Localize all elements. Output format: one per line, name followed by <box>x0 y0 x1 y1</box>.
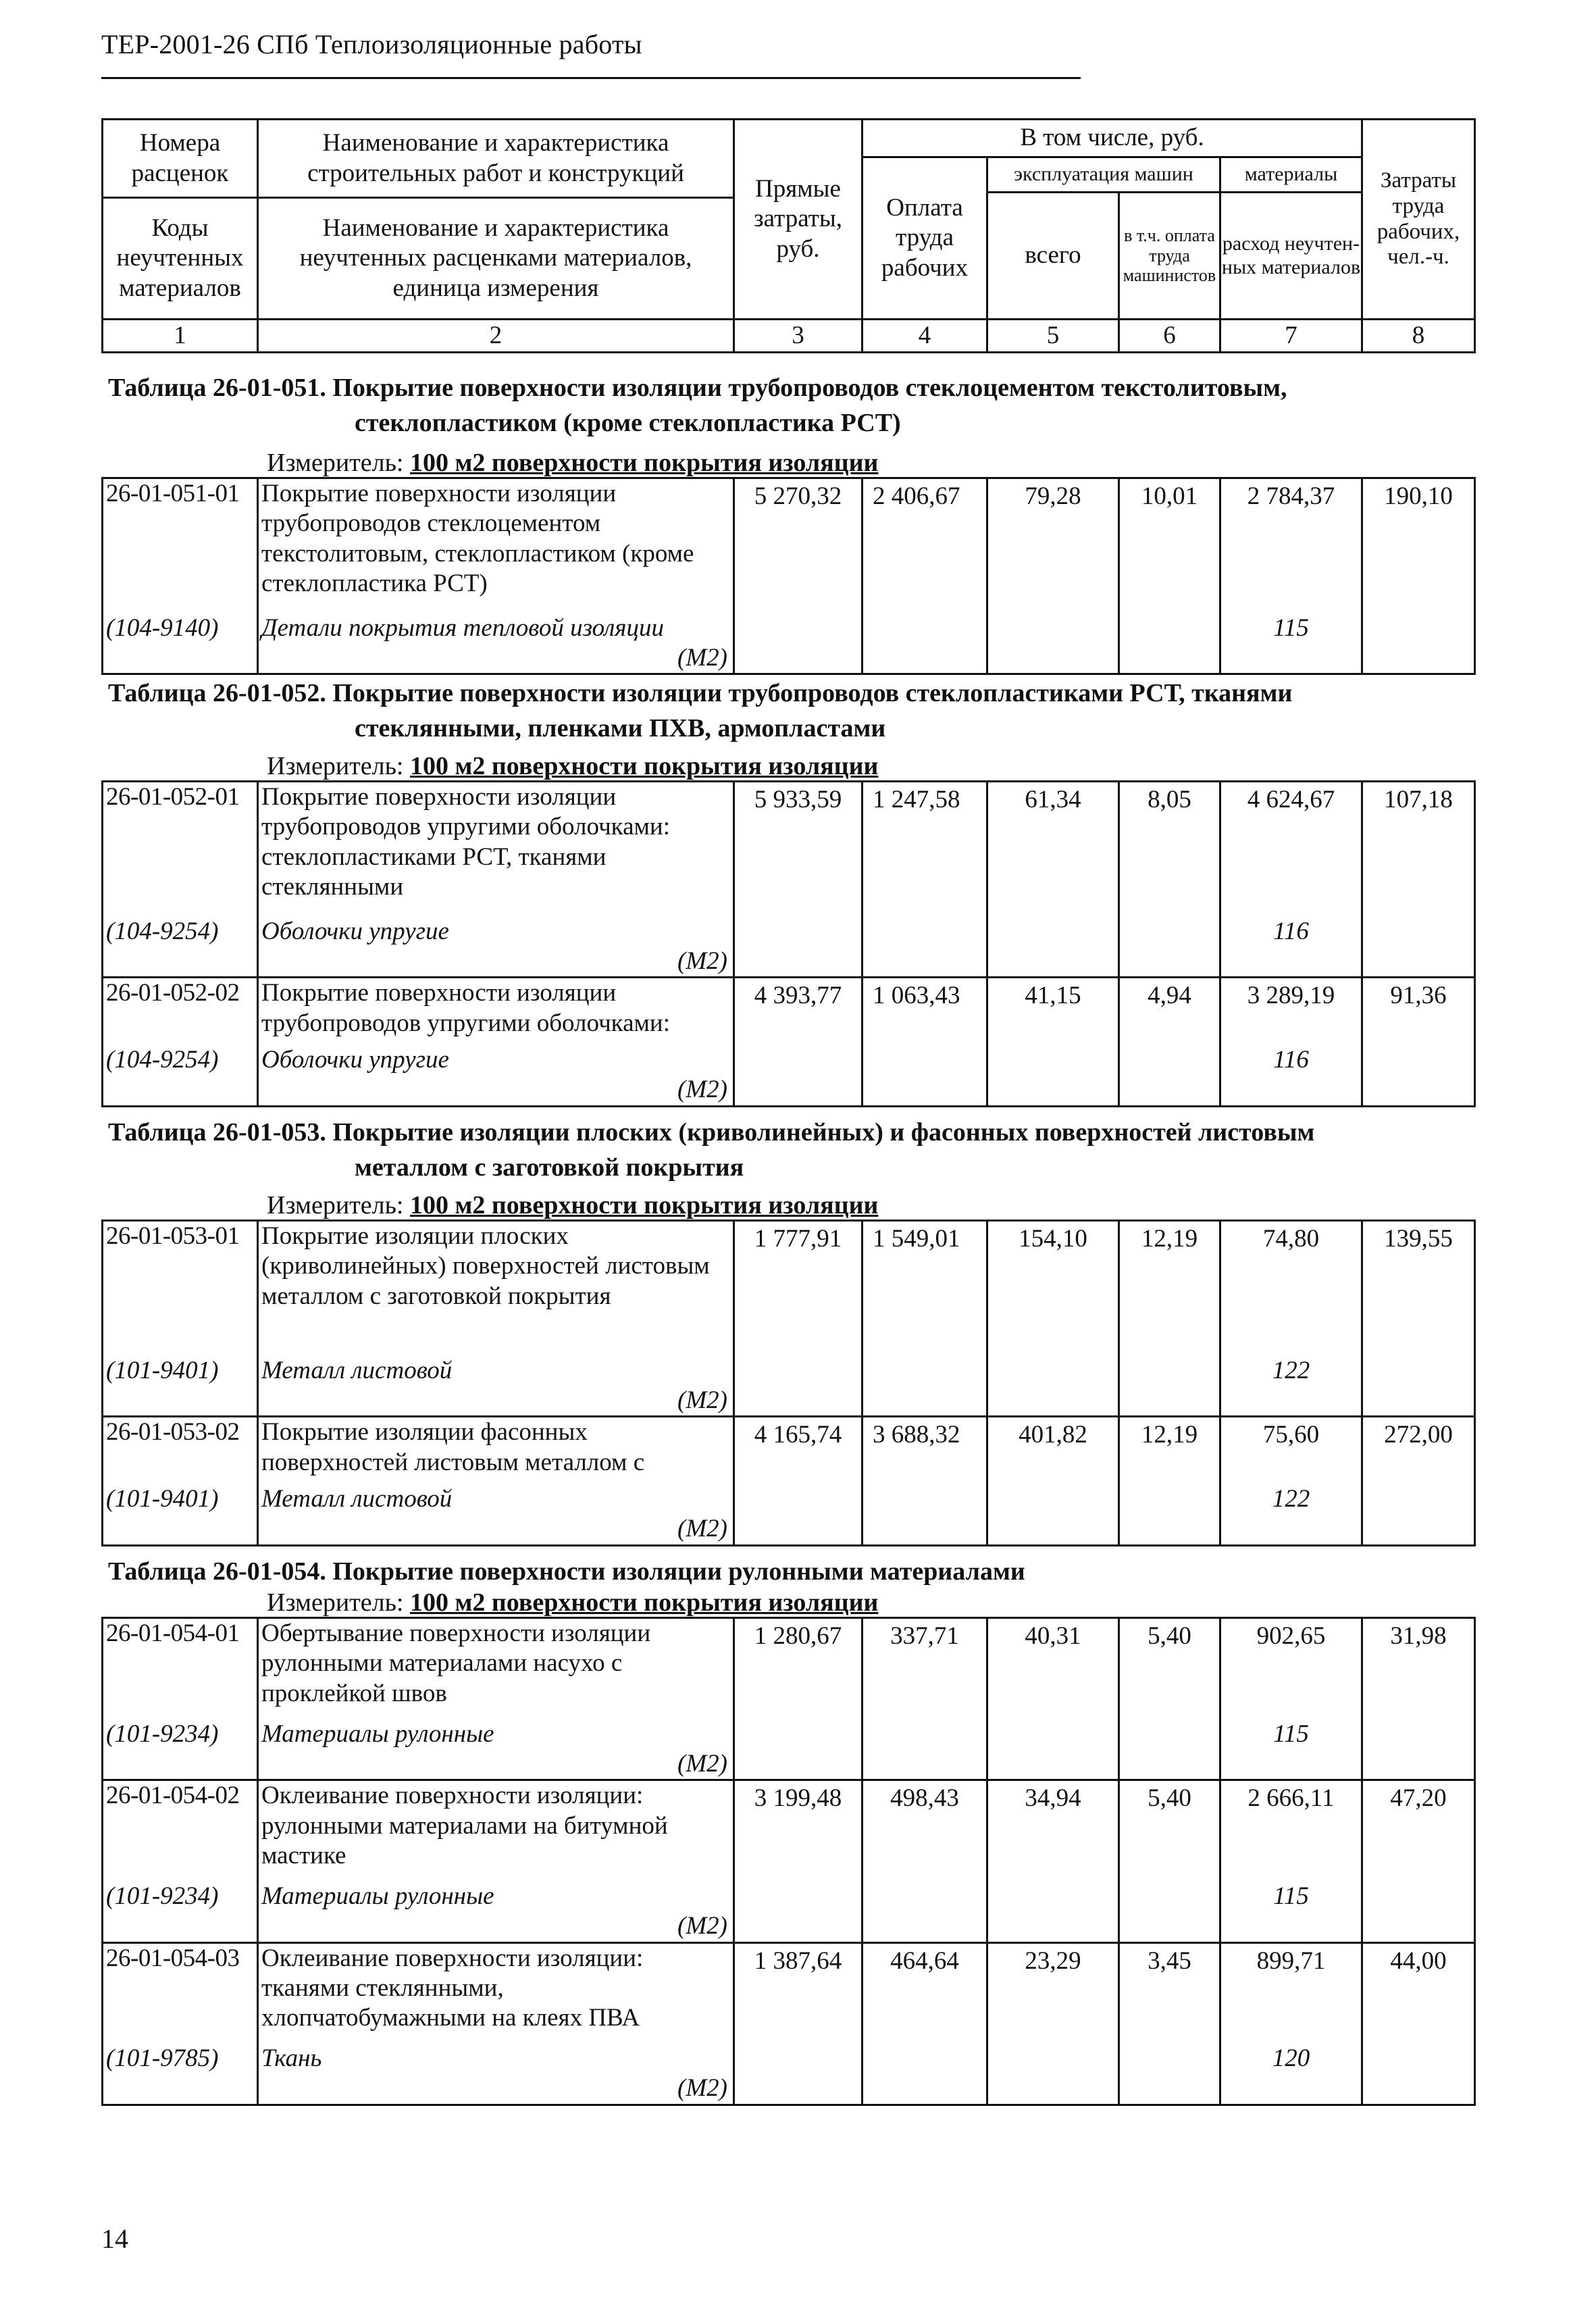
material-quantity: 116 <box>1220 1045 1362 1075</box>
rate-description: Оклеивание поверхности изоляции: рулонными материалами на битумной мастике <box>258 1780 734 1882</box>
col-number: 6 <box>1119 320 1220 353</box>
header-rule <box>101 77 1081 79</box>
labor-cost: 464,64 <box>863 1942 987 2044</box>
col-number: 5 <box>987 320 1119 353</box>
material-name: Оболочки упругие <box>258 1045 734 1075</box>
material-name: Детали покрытия тепловой изоляции <box>258 613 734 643</box>
rate-row <box>103 782 1475 917</box>
materials-cost: 4 624,67 <box>1220 782 1362 917</box>
material-code: (101-9234) <box>103 1719 258 1749</box>
material-unit-row <box>103 643 1475 674</box>
direct-cost: 3 199,48 <box>734 1780 863 1882</box>
material-row <box>103 1356 1475 1386</box>
rate-description: Покрытие поверхности изоляции трубопроводов стеклоцементом текстолитовым, стеклопластиком (кроме стеклопластика РСТ) <box>258 478 734 613</box>
rate-table <box>101 477 1476 675</box>
rate-description: Покрытие изоляции плоских (криволинейных) поверхностей листовым металлом с заготовкой покрытия <box>258 1221 734 1356</box>
material-name: Металл листовой <box>258 1356 734 1386</box>
measure-line: Измеритель: 100 м2 поверхности покрытия изоляции <box>267 449 879 477</box>
col-header-1a: Номера расценок <box>103 120 258 198</box>
col-header-3: Прямые затраты, руб. <box>734 120 863 320</box>
col-header-1b: Коды неучтенных материалов <box>103 198 258 320</box>
labor-cost: 2 406,67 <box>863 478 987 613</box>
material-row <box>103 1719 1475 1749</box>
col-number: 1 <box>103 320 258 353</box>
rate-row <box>103 1780 1475 1882</box>
materials-cost: 899,71 <box>1220 1942 1362 2044</box>
material-row <box>103 1882 1475 1911</box>
rate-code: 26-01-054-03 <box>103 1942 258 2044</box>
rate-row <box>103 978 1475 1045</box>
machines-cost: 79,28 <box>987 478 1119 613</box>
section-title: Таблица 26-01-054. Покрытие поверхности изоляции рулонными материалами <box>108 1557 1025 1586</box>
col-number: 2 <box>258 320 734 353</box>
rate-description: Покрытие поверхности изоляции трубопроводов упругими оболочками: <box>258 978 734 1045</box>
rate-description: Покрытие поверхности изоляции трубопроводов упругими оболочками: стеклопластиками РСТ, тканями стеклянными <box>258 782 734 917</box>
material-unit: (М2) <box>258 947 734 978</box>
material-code: (104-9254) <box>103 917 258 947</box>
col-header-2b: Наименование и характеристика неучтенных расценками материалов, единица измерения <box>258 198 734 320</box>
material-name: Ткань <box>258 2044 734 2073</box>
machines-cost: 401,82 <box>987 1417 1119 1484</box>
material-unit-row <box>103 1514 1475 1545</box>
direct-cost: 1 387,64 <box>734 1942 863 2044</box>
material-row <box>103 917 1475 947</box>
rate-row <box>103 1417 1475 1484</box>
labor-hours: 139,55 <box>1362 1221 1475 1356</box>
col-header-materials: материалы <box>1220 157 1362 193</box>
material-name: Металл листовой <box>258 1484 734 1514</box>
material-unit-row <box>103 1386 1475 1417</box>
labor-cost: 1 063,43 <box>863 978 987 1045</box>
machines-cost: 34,94 <box>987 1780 1119 1882</box>
direct-cost: 4 393,77 <box>734 978 863 1045</box>
machines-cost: 40,31 <box>987 1618 1119 1719</box>
measure-line: Измеритель: 100 м2 поверхности покрытия изоляции <box>267 752 879 780</box>
material-quantity: 120 <box>1220 2044 1362 2073</box>
operators-cost: 5,40 <box>1119 1780 1220 1882</box>
machines-cost: 154,10 <box>987 1221 1119 1356</box>
col-header-5: всего <box>987 193 1119 320</box>
labor-hours: 190,10 <box>1362 478 1475 613</box>
material-unit: (М2) <box>258 643 734 674</box>
rate-code: 26-01-053-01 <box>103 1221 258 1356</box>
materials-cost: 75,60 <box>1220 1417 1362 1484</box>
col-header-7: расход неучтен-ных материалов <box>1220 193 1362 320</box>
labor-cost: 3 688,32 <box>863 1417 987 1484</box>
labor-hours: 44,00 <box>1362 1942 1475 2044</box>
material-row <box>103 613 1475 643</box>
operators-cost: 4,94 <box>1119 978 1220 1045</box>
column-header-table <box>101 118 1476 353</box>
material-unit: (М2) <box>258 1911 734 1942</box>
measure-line: Измеритель: 100 м2 поверхности покрытия изоляции <box>267 1191 879 1219</box>
col-header-4: Оплата труда рабочих <box>863 157 987 320</box>
material-code: (101-9401) <box>103 1356 258 1386</box>
col-header-2a: Наименование и характеристика строительных работ и конструкций <box>258 120 734 198</box>
labor-hours: 91,36 <box>1362 978 1475 1045</box>
material-quantity: 122 <box>1220 1356 1362 1386</box>
rate-code: 26-01-052-01 <box>103 782 258 917</box>
measure-line: Измеритель: 100 м2 поверхности покрытия изоляции <box>267 1588 879 1617</box>
material-unit-row <box>103 1075 1475 1106</box>
machines-cost: 61,34 <box>987 782 1119 917</box>
material-unit: (М2) <box>258 2073 734 2105</box>
rate-code: 26-01-052-02 <box>103 978 258 1045</box>
operators-cost: 8,05 <box>1119 782 1220 917</box>
materials-cost: 2 784,37 <box>1220 478 1362 613</box>
rate-code: 26-01-053-02 <box>103 1417 258 1484</box>
operators-cost: 5,40 <box>1119 1618 1220 1719</box>
material-quantity: 122 <box>1220 1484 1362 1514</box>
rate-code: 26-01-051-01 <box>103 478 258 613</box>
material-quantity: 115 <box>1220 1719 1362 1749</box>
material-code: (101-9785) <box>103 2044 258 2073</box>
machines-cost: 23,29 <box>987 1942 1119 2044</box>
col-header-machines: эксплуатация машин <box>987 157 1220 193</box>
material-unit-row <box>103 1911 1475 1942</box>
materials-cost: 2 666,11 <box>1220 1780 1362 1882</box>
rate-description: Покрытие изоляции фасонных поверхностей листовым металлом с <box>258 1417 734 1484</box>
material-code: (101-9234) <box>103 1882 258 1911</box>
col-number: 8 <box>1362 320 1475 353</box>
direct-cost: 1 280,67 <box>734 1618 863 1719</box>
material-name: Оболочки упругие <box>258 917 734 947</box>
rate-description: Оклеивание поверхности изоляции: тканями стеклянными, хлопчатобумажными на клеях ПВА <box>258 1942 734 2044</box>
labor-hours: 31,98 <box>1362 1618 1475 1719</box>
material-unit: (М2) <box>258 1749 734 1780</box>
material-row <box>103 1045 1475 1075</box>
rate-table <box>101 780 1476 1107</box>
direct-cost: 1 777,91 <box>734 1221 863 1356</box>
materials-cost: 3 289,19 <box>1220 978 1362 1045</box>
operators-cost: 12,19 <box>1119 1221 1220 1356</box>
rate-table <box>101 1219 1476 1546</box>
page-header: ТЕР-2001-26 СПб Теплоизоляционные работы <box>101 29 642 59</box>
labor-hours: 107,18 <box>1362 782 1475 917</box>
operators-cost: 12,19 <box>1119 1417 1220 1484</box>
material-unit: (М2) <box>258 1075 734 1106</box>
col-header-group: В том числе, руб. <box>863 120 1362 157</box>
material-code: (104-9254) <box>103 1045 258 1075</box>
material-unit-row <box>103 947 1475 978</box>
labor-cost: 1 247,58 <box>863 782 987 917</box>
section-title: Таблица 26-01-051. Покрытие поверхности изоляции трубопроводов стеклоцементом текстолитовым, стеклопластиком (кроме стеклопластика РСТ) <box>108 374 1287 437</box>
rate-table <box>101 1617 1476 2106</box>
material-code: (101-9401) <box>103 1484 258 1514</box>
material-unit: (М2) <box>258 1386 734 1417</box>
section-title: Таблица 26-01-053. Покрытие изоляции плоских (криволинейных) и фасонных поверхностей листовым металлом с заготовкой покрытия <box>108 1118 1315 1182</box>
labor-hours: 47,20 <box>1362 1780 1475 1882</box>
direct-cost: 5 270,32 <box>734 478 863 613</box>
materials-cost: 74,80 <box>1220 1221 1362 1356</box>
direct-cost: 4 165,74 <box>734 1417 863 1484</box>
material-unit: (М2) <box>258 1514 734 1545</box>
labor-cost: 337,71 <box>863 1618 987 1719</box>
material-name: Материалы рулонные <box>258 1882 734 1911</box>
section-title: Таблица 26-01-052. Покрытие поверхности изоляции трубопроводов стеклопластиками РСТ, тканями стеклянными, пленками ПХВ, армопластами <box>108 679 1293 743</box>
rate-row <box>103 1942 1475 2044</box>
direct-cost: 5 933,59 <box>734 782 863 917</box>
col-number: 7 <box>1220 320 1362 353</box>
operators-cost: 10,01 <box>1119 478 1220 613</box>
col-number: 3 <box>734 320 863 353</box>
rate-description: Обертывание поверхности изоляции рулонными материалами насухо с проклейкой швов <box>258 1618 734 1719</box>
materials-cost: 902,65 <box>1220 1618 1362 1719</box>
rate-row <box>103 478 1475 613</box>
material-name: Материалы рулонные <box>258 1719 734 1749</box>
labor-hours: 272,00 <box>1362 1417 1475 1484</box>
labor-cost: 498,43 <box>863 1780 987 1882</box>
material-unit-row <box>103 2073 1475 2105</box>
page-number: 14 <box>101 2223 128 2254</box>
rate-row <box>103 1221 1475 1356</box>
machines-cost: 41,15 <box>987 978 1119 1045</box>
labor-cost: 1 549,01 <box>863 1221 987 1356</box>
material-row <box>103 1484 1475 1514</box>
rate-code: 26-01-054-01 <box>103 1618 258 1719</box>
material-quantity: 116 <box>1220 917 1362 947</box>
material-code: (104-9140) <box>103 613 258 643</box>
rate-row <box>103 1618 1475 1719</box>
material-quantity: 115 <box>1220 1882 1362 1911</box>
material-unit-row <box>103 1749 1475 1780</box>
col-number: 4 <box>863 320 987 353</box>
col-header-8: Затраты труда рабочих, чел.-ч. <box>1362 120 1475 320</box>
col-header-6: в т.ч. оплата труда машинистов <box>1119 193 1220 320</box>
operators-cost: 3,45 <box>1119 1942 1220 2044</box>
material-quantity: 115 <box>1220 613 1362 643</box>
rate-code: 26-01-054-02 <box>103 1780 258 1882</box>
material-row <box>103 2044 1475 2073</box>
